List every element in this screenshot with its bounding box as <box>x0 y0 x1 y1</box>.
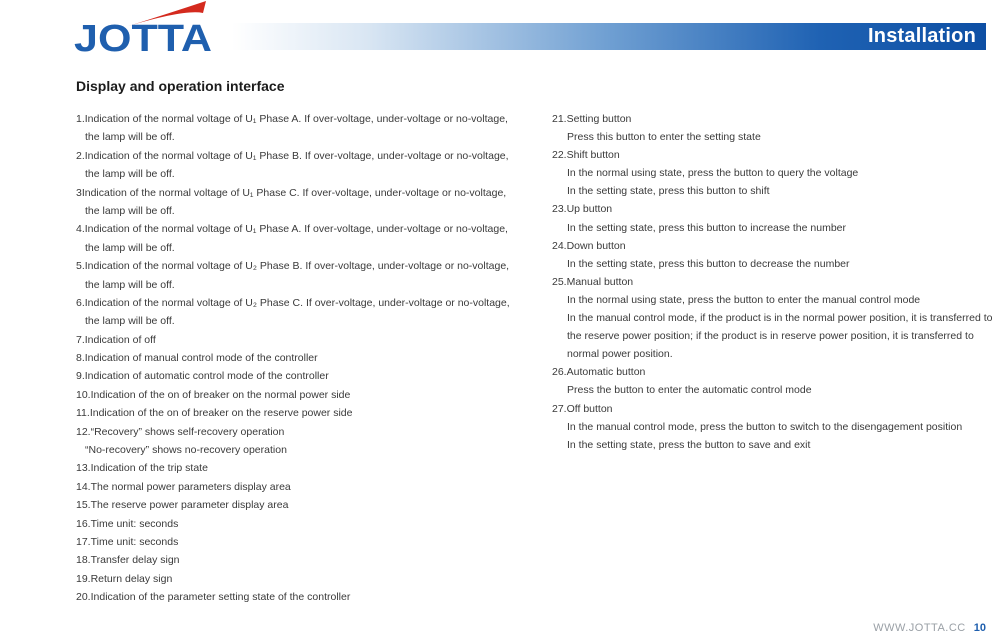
list-item: 16.Time unit: seconds <box>76 517 179 530</box>
jotta-logo-graphic <box>72 0 217 56</box>
list-item-description: In the setting state, press this button to shift <box>567 185 770 198</box>
list-item: 24.Down button <box>552 239 626 252</box>
list-item: 5.Indication of the normal voltage of U₂ Phase B. If over-voltage, under-voltage or no-voltage, <box>76 260 510 273</box>
section-title: Display and operation interface <box>76 78 285 94</box>
list-item: 26.Automatic button <box>552 366 646 379</box>
list-item: 11.Indication of the on of breaker on the reserve power side <box>76 407 353 420</box>
logo-text: JOTTA <box>74 18 212 56</box>
list-item: 19.Return delay sign <box>76 572 173 585</box>
list-item-continuation: the lamp will be off. <box>85 204 175 217</box>
list-item: 13.Indication of the trip state <box>76 462 208 475</box>
list-item: 12.“Recovery” shows self-recovery operation <box>76 425 285 438</box>
list-item-description: In the manual control mode, press the button to switch to the disengagement position <box>567 420 963 433</box>
list-item-continuation: “No-recovery” shows no-recovery operation <box>85 444 287 457</box>
list-item-description: In the normal using state, press the button to query the voltage <box>567 167 859 180</box>
list-item: 4.Indication of the normal voltage of U₁ Phase A. If over-voltage, under-voltage or no-voltage, <box>76 223 508 236</box>
list-item-description: In the setting state, press this button to decrease the number <box>567 257 850 270</box>
list-item: 22.Shift button <box>552 149 620 162</box>
list-item: 1.Indication of the normal voltage of U₁ Phase A. If over-voltage, under-voltage or no-voltage, <box>76 113 508 125</box>
list-item-continuation: the lamp will be off. <box>85 131 175 144</box>
list-item-description: Press this button to enter the setting state <box>567 131 761 144</box>
list-item-description: In the setting state, press this button to increase the number <box>567 221 846 234</box>
website-link[interactable]: WWW.JOTTA.CC <box>873 622 966 634</box>
list-item: 23.Up button <box>552 203 613 216</box>
list-item-description: normal power position. <box>567 348 673 361</box>
list-item: 15.The reserve power parameter display area <box>76 499 289 512</box>
list-item: 9.Indication of automatic control mode of the controller <box>76 370 329 383</box>
list-item: 17.Time unit: seconds <box>76 535 179 548</box>
list-item: 10.Indication of the on of breaker on the normal power side <box>76 388 351 401</box>
list-item: 20.Indication of the parameter setting state of the controller <box>76 591 351 604</box>
list-item-continuation: the lamp will be off. <box>85 315 175 328</box>
list-item-description: In the normal using state, press the button to enter the manual control mode <box>567 293 921 306</box>
list-item: 2.Indication of the normal voltage of U₁ Phase B. If over-voltage, under-voltage or no-voltage, <box>76 149 509 162</box>
header-bar <box>232 23 986 50</box>
list-item: 6.Indication of the normal voltage of U₂ Phase C. If over-voltage, under-voltage or no-voltage, <box>76 296 510 309</box>
left-column <box>76 110 510 607</box>
page-number: 10 <box>973 622 986 634</box>
list-item: 14.The normal power parameters display area <box>76 480 291 493</box>
list-item: 8.Indication of manual control mode of the controller <box>76 352 318 365</box>
list-item: 27.Off button <box>552 402 613 415</box>
list-item-description: Press the button to enter the automatic control mode <box>567 384 812 397</box>
list-item-continuation: the lamp will be off. <box>85 241 175 254</box>
list-item: 21.Setting button <box>552 113 632 125</box>
list-item-continuation: the lamp will be off. <box>85 168 175 181</box>
list-item-description: the reserve power position; if the product is in reserve power position, it is transferred to <box>567 330 974 343</box>
list-item-description: In the manual control mode, if the product is in the normal power position, it is transferred to <box>567 312 993 325</box>
page-title: Installation <box>868 25 976 47</box>
list-item-description: In the setting state, press the button to save and exit <box>567 438 811 451</box>
jotta-logo <box>72 0 217 56</box>
list-item: 3Indication of the normal voltage of U₁ Phase C. If over-voltage, under-voltage or no-voltage, <box>76 186 507 199</box>
list-item: 7.Indication of off <box>76 333 156 346</box>
list-item: 25.Manual button <box>552 275 634 288</box>
right-column <box>552 110 992 454</box>
list-item-continuation: the lamp will be off. <box>85 278 175 291</box>
list-item: 18.Transfer delay sign <box>76 554 180 567</box>
page-footer <box>873 622 986 634</box>
